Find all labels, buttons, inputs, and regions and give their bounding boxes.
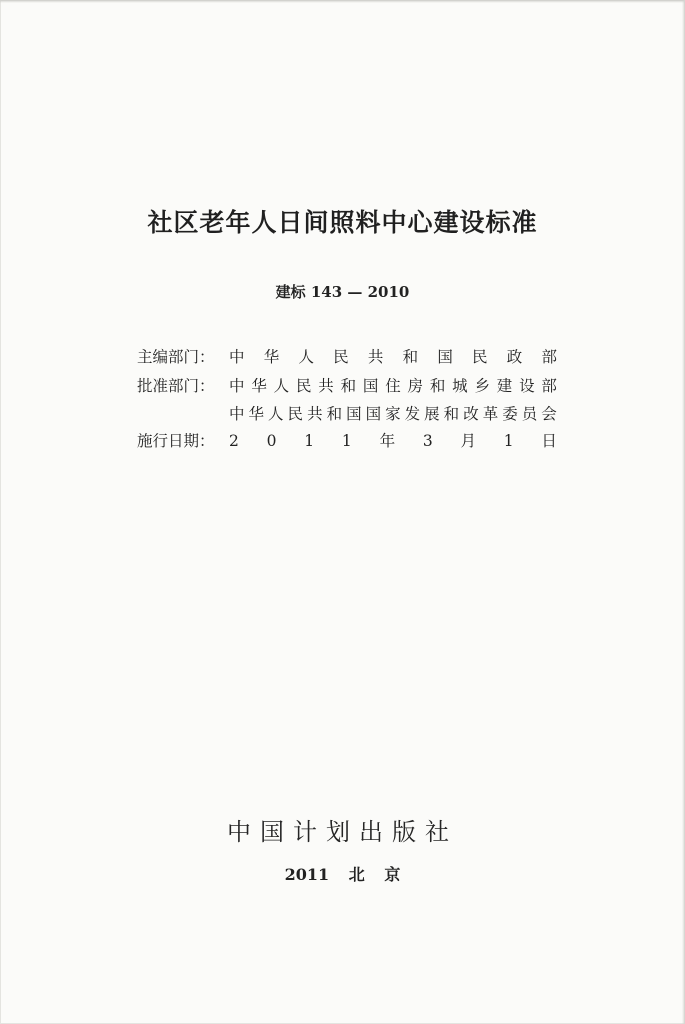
effective-date-value: 2 0 1 1 年 3 月 1 日 — [229, 432, 557, 450]
approver-row-continued — [137, 401, 557, 427]
document-title: 社区老年人日间照料中心建设标准 — [147, 208, 538, 237]
effective-date-row — [137, 427, 557, 456]
approver-row — [137, 372, 557, 401]
publication-place-year: 2011 北 京 — [284, 865, 401, 884]
editor-value: 中 华 人 民 共 和 国 民 政 部 — [229, 348, 557, 366]
approver-label: 批准部门： — [137, 377, 215, 395]
approver-value-2: 中 华 人 民 共 和 国 国 家 发 展 和 改 革 委 员 会 — [229, 405, 557, 423]
approver-value-1: 中 华 人 民 共 和 国 住 房 和 城 乡 建 设 部 — [229, 377, 557, 395]
effective-date-label: 施行日期： — [137, 432, 215, 450]
standard-code: 建标 143 — 2010 — [275, 283, 410, 301]
publisher-name: 中国计划出版社 — [227, 818, 458, 846]
editor-row — [137, 343, 557, 372]
metadata-block — [137, 343, 557, 456]
page-edge-top — [0, 0, 685, 3]
editor-label: 主编部门： — [137, 348, 215, 366]
